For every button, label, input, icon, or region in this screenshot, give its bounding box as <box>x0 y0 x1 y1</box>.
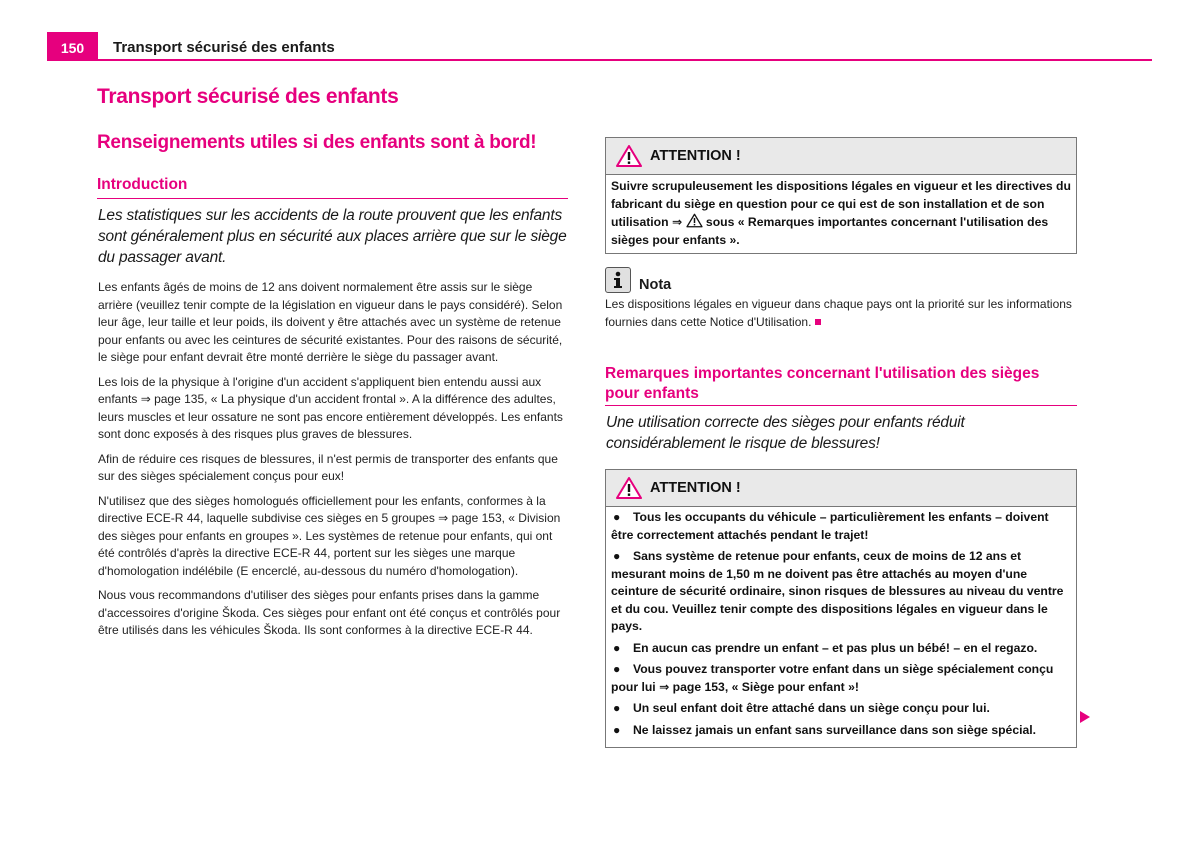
header-rule <box>47 59 1152 61</box>
warning-item <box>611 509 1071 544</box>
warning-body <box>606 175 1076 253</box>
bullet-icon: ● <box>613 510 621 524</box>
continue-arrow-icon <box>1079 710 1091 724</box>
warning-triangle-icon <box>686 213 703 228</box>
note-text-wrap <box>605 296 1077 331</box>
warning-header <box>606 470 1076 507</box>
warning-header <box>606 138 1076 175</box>
warning-item-text: En aucun cas prendre un enfant – et pas plus un bébé! – en el regazo. <box>633 640 1038 655</box>
warning-title: ATTENTION ! <box>650 148 741 164</box>
warning-item-text: Vous pouvez transporter votre enfant dans un siège spécialement conçu pour lui ⇒ page 153, « Siège pour enfant »! <box>611 662 1054 694</box>
subsection-rule <box>605 405 1077 406</box>
body-paragraph: Nous vous recommandons d'utiliser des sièges pour enfants prises dans la gamme d'accessoires d'origine Škoda. Ces sièges pour enfant ont été conçus et contrôlés pour être utilisés dans les véhicules Škoda. Ils sont conformes à la directive ECE-R 44. <box>98 588 561 637</box>
body-paragraph: Afin de réduire ces risques de blessures, il n'est permis de transporter des enfants que sur des sièges spécialement conçus pour eux! <box>98 451 558 483</box>
warning-item <box>611 700 1071 718</box>
warning-item-text: Un seul enfant doit être attaché dans un siège conçu pour lui. <box>633 701 990 715</box>
bullet-icon: ● <box>613 662 621 676</box>
warning-item <box>611 640 1071 658</box>
warning-text: sous « Remarques importantes concernant l'utilisation des sièges pour enfants ». <box>611 215 1049 247</box>
note-text: Les dispositions légales en vigueur dans chaque pays ont la priorité sur les informations fournies dans cette Notice d'Utilisation. <box>605 297 1072 329</box>
warning-item <box>611 661 1071 696</box>
running-title: Transport sécurisé des enfants <box>113 39 335 56</box>
warning-box-1 <box>605 137 1077 254</box>
bullet-icon: ● <box>613 701 621 715</box>
warning-item-text: Tous les occupants du véhicule – particulièrement les enfants – doivent être correctement attachés pendant le trajet! <box>611 510 1049 542</box>
info-icon <box>605 267 631 293</box>
page-number-box <box>47 32 98 60</box>
warning-triangle-icon <box>616 476 642 500</box>
bullet-icon: ● <box>613 549 621 563</box>
warning-triangle-icon <box>616 144 642 168</box>
subsection-introduction: Introduction <box>97 176 188 193</box>
left-body <box>98 279 568 647</box>
warning-box-2 <box>605 469 1077 748</box>
intro-paragraph: Les statistiques sur les accidents de la route prouvent que les enfants sont généralement plus en sécurité aux places arrière que sur le siège du passager avant. <box>98 207 567 266</box>
subsection-remarks: Remarques importantes concernant l'utilisation des sièges pour enfants <box>605 365 1040 402</box>
warning-item-text: Ne laissez jamais un enfant sans surveillance dans son siège spécial. <box>633 722 1037 737</box>
page-number: 150 <box>60 40 85 56</box>
remarks-intro: Une utilisation correcte des sièges pour enfants réduit considérablement le risque de blessures! <box>606 414 965 452</box>
warning-item <box>611 548 1071 636</box>
warning-item <box>611 722 1071 740</box>
section-title: Renseignements utiles si des enfants sont à bord! <box>97 132 537 153</box>
subsection-rule <box>97 198 568 199</box>
bullet-icon: ● <box>613 722 621 737</box>
warning-title: ATTENTION ! <box>650 480 741 496</box>
end-marker <box>815 319 821 325</box>
warning-text: Suivre scrupuleusement les dispositions légales en vigueur et les directives du fabricant du siège en question pour ce qui est de son installation et de son utilisation ⇒ <box>611 179 1071 229</box>
note-title: Nota <box>639 277 672 293</box>
note-header <box>605 267 1077 293</box>
body-paragraph: Les enfants âgés de moins de 12 ans doivent normalement être assis sur le siège arrière (veuillez tenir compte de la législation en vigueur dans le pays considéré). Selon leur âge, leur taille et leur poids, ils doivent y être attachés avec un système de retenue pour enfants ou avec les ceintures de sécurité existantes. Pour des raisons de sécurité, le siège pour enfant devrait être monté derrière le siège du passager avant. <box>98 280 563 364</box>
warning-item-text: Sans système de retenue pour enfants, ceux de moins de 12 ans et mesurant moins de 1,50 m ne doivent pas être attachés au moyen d'une ceinture de sécurité ordinaire, sinon risques de blessures au niveau du ventre et du cou. Veuillez tenir compte des dispositions légales en vigueur dans le pays. <box>611 549 1064 633</box>
body-paragraph: Les lois de la physique à l'origine d'un accident s'appliquent bien entendu aussi aux enfants ⇒ page 135, « La physique d'un accident frontal ». A la différence des adultes, leurs muscles et leur ossature ne sont pas encore entièrement développés. Les enfants sont donc exposés à des risques plus graves de blessures. <box>98 374 563 441</box>
note-block <box>605 267 1077 331</box>
body-paragraph: N'utilisez que des sièges homologués officiellement pour les enfants, conformes à la directive ECE-R 44, laquelle subdivise ces sièges en 5 groupes ⇒ page 153, « Division des sièges pour enfants en groupes ». Les systèmes de retenue pour enfants, qui ont été contrôlés d'après la directive ECE-R 44, portent sur les sièges une marque d'homologation indélébile (E encerclé, au-dessous du numéro d'homologation). <box>98 493 561 578</box>
warning-body <box>606 507 1076 747</box>
chapter-title: Transport sécurisé des enfants <box>97 85 399 108</box>
bullet-icon: ● <box>613 640 621 655</box>
